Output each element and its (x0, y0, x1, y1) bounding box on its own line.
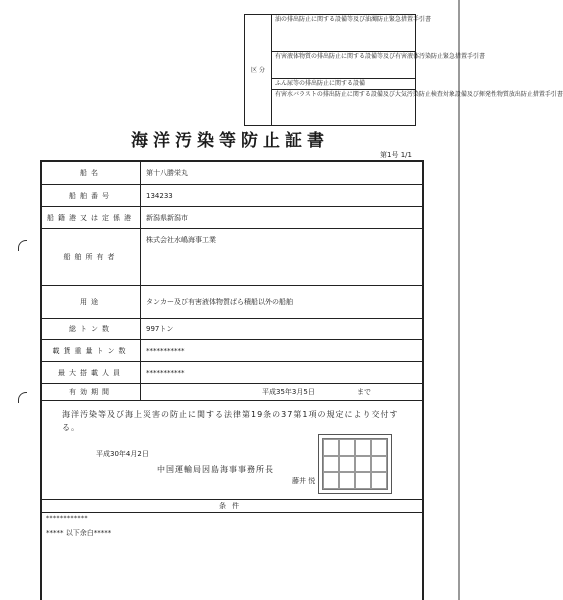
seal-pattern (322, 438, 388, 490)
binding-mark (18, 392, 27, 403)
issuance-statement: 海洋汚染等及び海上災害の防止に関する法律第19条の37第1項の規定により交付する。 (62, 410, 399, 432)
classification-item: ふん尿等の排出防止に関する設備 (272, 79, 415, 90)
classification-item: 有害液体物質の排出防止に関する設備等及び有害液体汚染防止緊急措置手引書 (272, 52, 415, 79)
validity-suffix: まで (357, 388, 371, 396)
validity-date: 平成35年3月5日 (262, 388, 315, 396)
field-label: 船名 (42, 162, 141, 184)
field-value: *********** (146, 346, 185, 355)
field-value: タンカー及び有害液体物質ばら積船以外の船舶 (146, 298, 293, 306)
field-row-ship-number (42, 185, 422, 207)
field-value: *********** (146, 368, 185, 377)
certificate-table (40, 160, 424, 600)
field-row-port (42, 207, 422, 229)
classification-items (272, 15, 563, 125)
field-label: 船籍港又は定係港 (42, 207, 141, 228)
field-label: 船舶番号 (42, 185, 141, 206)
field-value: 株式会社水嶋海事工業 (146, 236, 216, 244)
classification-box (244, 14, 563, 126)
binding-mark (18, 240, 27, 251)
classification-item: 有害水バラストの排出防止に関する設備及び大気汚染防止検査対象設備及び揮発性物質放出防止措置手引書 (275, 91, 563, 98)
field-label: 載貨重量トン数 (42, 340, 141, 361)
field-label: 総トン数 (42, 319, 141, 339)
field-label: 有効期間 (42, 384, 141, 400)
field-label: 用途 (42, 286, 141, 318)
field-label: 最大搭載人員 (42, 362, 141, 383)
field-row-purpose (42, 286, 422, 319)
field-value: 新潟県新潟市 (146, 213, 188, 222)
issuing-office: 中国運輸局因島海事事務所長 (157, 465, 274, 474)
page-number: 第1号 1/1 (380, 151, 412, 159)
field-row-ship-name (42, 162, 422, 185)
field-row-gross-tonnage (42, 319, 422, 340)
document-title: 海洋汚染等防止証書 (131, 131, 329, 151)
field-value: 134233 (146, 191, 173, 200)
conditions-heading: 条件 (42, 499, 422, 513)
issue-date: 平成30年4月2日 (96, 450, 149, 458)
field-value: 第十八勝栄丸 (146, 169, 188, 177)
field-row-max-persons (42, 362, 422, 384)
classification-label: 区 分 (245, 15, 272, 125)
field-value: 997トン (146, 325, 174, 333)
conditions-line: ************ (46, 515, 88, 522)
signer-name: 藤井 悦 (292, 477, 316, 485)
field-row-owner (42, 229, 422, 286)
classification-item: 油の排出防止に関する設備等及び油濁防止緊急措置手引書 (272, 15, 415, 52)
scan-edge (458, 0, 460, 600)
conditions-line: ***** 以下余白***** (46, 529, 112, 537)
field-row-validity (42, 384, 422, 401)
field-row-deadweight (42, 340, 422, 362)
official-seal (318, 434, 392, 494)
field-label: 船舶所有者 (42, 229, 141, 285)
